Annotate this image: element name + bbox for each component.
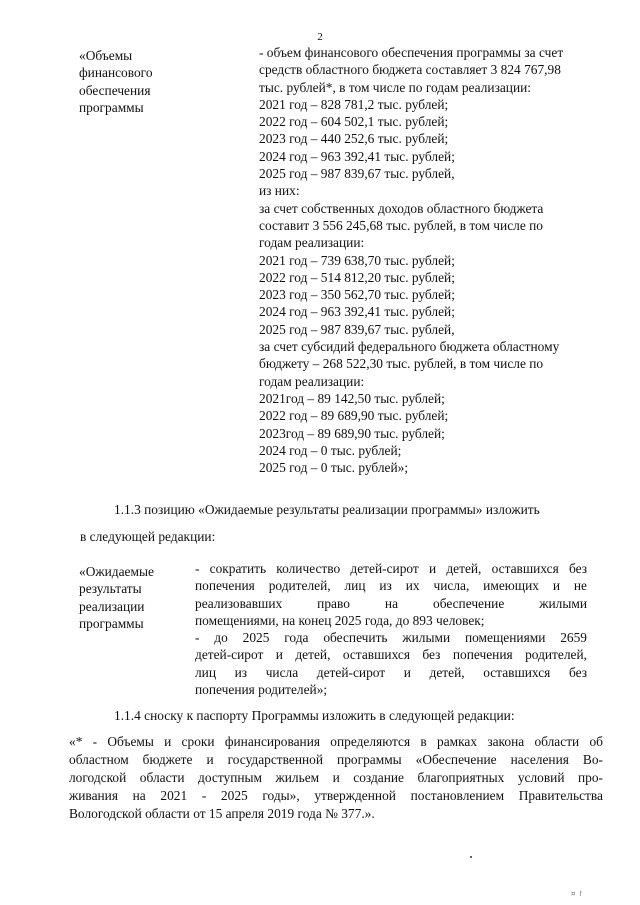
funding-line: составит 3 556 245,68 тыс. рублей, в том числе по (259, 217, 543, 233)
funding-line: 2025 год – 0 тыс. рублей»; (259, 460, 409, 476)
funding-line: 2022 год – 514 812,20 тыс. рублей; (259, 269, 455, 285)
stray-dot (470, 856, 472, 858)
footnote-line: живания на 2021 - 2025 годы», утвержденной постановлением Правительства (69, 788, 603, 803)
scan-mark: ¤ ↾ (571, 890, 584, 898)
results-line: попечения родителей»; (195, 682, 328, 698)
paragraph-1-1-4: 1.1.4 сноску к паспорту Программы изложить в следующей редакции: (114, 708, 515, 723)
results-line: попечения родителей, лиц из их числа, имеющих и не (195, 578, 587, 594)
funding-line: 2024 год – 963 392,41 тыс. рублей; (259, 148, 455, 164)
footnote-line: логодской области доступным жильем и создание благоприятных условий про- (69, 770, 603, 785)
funding-line: - объем финансового обеспечения программы за счет (259, 45, 564, 60)
funding-line: годам реализации: (259, 235, 365, 251)
results-line: - до 2025 года обеспечить жилыми помещениями 2659 (195, 630, 587, 646)
funding-line: 2021 год – 739 638,70 тыс. рублей; (259, 252, 455, 268)
funding-line: 2024 год – 963 392,41 тыс. рублей; (259, 304, 455, 320)
funding-line: 2023 год – 350 562,70 тыс. рублей; (259, 287, 455, 303)
funding-line: средств областного бюджета составляет 3 824 767,98 (259, 62, 561, 78)
footnote-text (69, 733, 603, 823)
footnote-line: областном бюджете и государственной программы «Обеспечение населения Во- (69, 752, 603, 767)
results-line: - сократить количество детей-сирот и детей, оставшихся без (195, 561, 587, 576)
results-section-content (195, 560, 587, 698)
results-line: реализовавших право на обеспечение жилыми (195, 595, 587, 611)
funding-line: 2025 год – 987 839,67 тыс. рублей, (259, 166, 455, 182)
paragraph-1-1-3: 1.1.3 позицию «Ожидаемые результаты реализации программы» изложить (114, 502, 540, 517)
results-line: детей-сирот и детей, оставшихся без попечения родителей, (195, 647, 587, 663)
funding-line: 2023 год – 440 252,6 тыс. рублей; (259, 131, 449, 147)
page-number: 2 (317, 31, 323, 43)
funding-line: из них: (259, 183, 300, 199)
results-section-label: «Ожидаемые результаты реализации программы (79, 564, 154, 631)
funding-line: тыс. рублей*, в том числе по годам реализации: (259, 79, 532, 95)
funding-line: 2021 год – 828 781,2 тыс. рублей; (259, 96, 449, 112)
funding-line: за счет собственных доходов областного бюджета (259, 200, 544, 216)
funding-line: годам реализации: (259, 373, 365, 389)
results-line: помещениями, на конец 2025 года, до 893 человек; (195, 612, 485, 628)
paragraph-1-1-3-continuation: в следующей редакции: (80, 529, 216, 544)
funding-line: 2023год – 89 689,90 тыс. рублей; (259, 425, 445, 441)
funding-line: 2025 год – 987 839,67 тыс. рублей, (259, 321, 455, 337)
results-line: лиц из числа детей-сирот и детей, оставшихся без (195, 664, 587, 680)
funding-line: 2024 год – 0 тыс. рублей; (259, 442, 402, 458)
funding-line: за счет субсидий федерального бюджета областному (259, 339, 560, 355)
footnote-line: «* - Объемы и сроки финансирования определяются в рамках закона области об (69, 734, 603, 749)
funding-line: 2022 год – 89 689,90 тыс. рублей; (259, 408, 449, 424)
funding-section-content (259, 44, 611, 476)
funding-line: 2021год – 89 142,50 тыс. рублей; (259, 390, 445, 406)
funding-line: 2022 год – 604 502,1 тыс. рублей; (259, 114, 449, 130)
footnote-line: Вологодской области от 15 апреля 2019 года № 377.». (69, 806, 375, 821)
funding-section-label: «Объемы финансового обеспечения программы (79, 48, 153, 115)
funding-line: бюджету – 268 522,30 тыс. рублей, в том числе по (259, 356, 544, 372)
